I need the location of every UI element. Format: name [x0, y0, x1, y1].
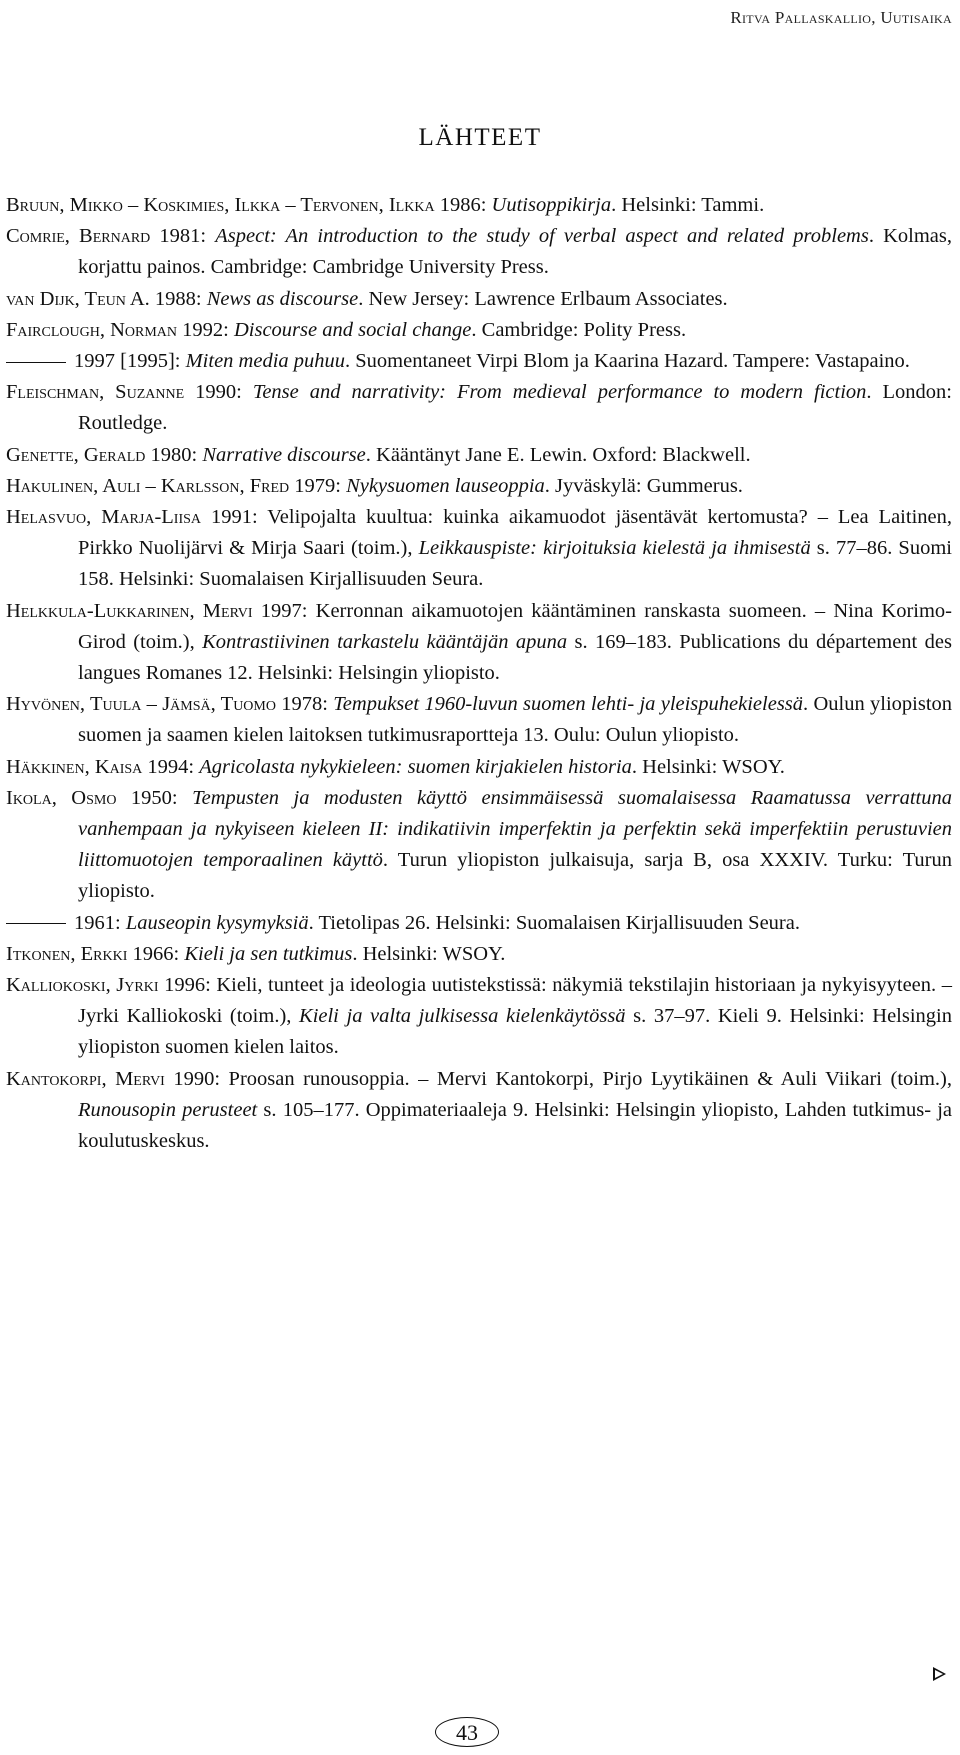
- ref-text: 1988:: [149, 287, 207, 310]
- ref-authors: Fairclough, Norman: [6, 318, 178, 341]
- same-author-dash: [6, 362, 66, 363]
- ref-title: Tense and narrativity: From medieval performance to modern fiction: [252, 381, 867, 404]
- ref-authors: Helasvuo, Marja-Liisa: [6, 506, 202, 529]
- reference-entry: [6, 471, 952, 502]
- ref-text: . Tietolipas 26. Helsinki: Suomalaisen Kirjallisuuden Seura.: [308, 911, 800, 934]
- same-author-dash: [6, 923, 66, 924]
- ref-text: . Helsinki: Tammi.: [611, 194, 765, 216]
- reference-entry: [6, 596, 952, 690]
- ref-text: s. 169–183. Publications du département des langues Romanes 12. Helsinki: Helsingin yliopisto.: [78, 630, 952, 685]
- ref-title: Miten media puhuu: [185, 350, 346, 373]
- reference-list: [6, 190, 952, 1157]
- ref-title: Discourse and social change: [233, 318, 472, 341]
- ref-text: . Kääntänyt Jane E. Lewin. Oxford: Blackwell.: [365, 443, 751, 466]
- ref-text: . Kolmas, korjattu painos. Cambridge: Cambridge University Press.: [78, 225, 952, 279]
- reference-entry: [6, 190, 952, 221]
- ref-text: 1994:: [142, 755, 200, 778]
- next-page-arrow-icon: [933, 1667, 946, 1681]
- ref-title: Leikkauspiste: kirjoituksia kielestä ja ihmisestä: [418, 537, 811, 560]
- ref-title: Nykysuomen lauseoppia: [346, 474, 545, 497]
- ref-text: . Helsinki: WSOY.: [352, 942, 506, 965]
- reference-entry: [6, 783, 952, 908]
- ref-text: 1996: Kieli, tunteet ja ideologia uutistekstissä: näkymiä tekstilajin historiaan ja nykyisyyteen. – Jyrki Kalliokoski (toim.),: [78, 974, 952, 1028]
- ref-text: . Jyväskylä: Gummerus.: [544, 474, 743, 497]
- ref-authors: Comrie, Bernard: [6, 225, 151, 248]
- ref-text: 1992:: [177, 318, 234, 341]
- ref-text: 1990:: [184, 381, 253, 404]
- ref-text: 1981:: [150, 225, 216, 248]
- reference-entry: [6, 970, 952, 1064]
- ref-text: 1990: Proosan runousoppia. – Mervi Kantokorpi, Pirjo Lyytikäinen & Auli Viikari (toim.),: [164, 1067, 952, 1090]
- ref-authors: Fleischman, Suzanne: [6, 381, 185, 404]
- ref-authors: Genette, Gerald: [6, 443, 146, 466]
- ref-text: 1991: Velipojalta kuultua: kuinka aikamuodot jäsentävät kertomusta? – Lea Laitinen, Pirkko Nuolijärvi & Mirja Saari (toim.),: [78, 506, 952, 560]
- ref-text: s. 105–177. Oppimateriaaleja 9. Helsinki: Helsingin yliopisto, Lahden tutkimus- ja koulutuskeskus.: [78, 1098, 953, 1153]
- ref-title: News as discourse: [206, 287, 359, 310]
- ref-text: 1986:: [434, 194, 492, 216]
- ref-text: 1979:: [289, 474, 347, 497]
- reference-entry: [6, 346, 952, 377]
- ref-authors: Kantokorpi, Mervi: [6, 1067, 165, 1090]
- reference-entry: [6, 908, 952, 939]
- reference-entry: [6, 752, 952, 783]
- running-header: Ritva Pallaskallio, Uutisaika: [730, 8, 952, 27]
- ref-title: Runousopin perusteet: [78, 1098, 258, 1121]
- ref-title: Kieli ja sen tutkimus: [184, 942, 353, 965]
- ref-text: 1966:: [127, 942, 185, 965]
- ref-title: Tempukset 1960-luvun suomen lehti- ja yleispuhekielessä: [333, 693, 804, 716]
- reference-entry: [6, 689, 952, 751]
- ref-title: Narrative discourse: [202, 443, 366, 466]
- ref-authors: Häkkinen, Kaisa: [6, 755, 143, 778]
- ref-title: Kieli ja valta julkisessa kielenkäytössä: [299, 1005, 626, 1028]
- reference-entry: [6, 377, 952, 439]
- ref-text: 1961:: [74, 911, 126, 934]
- ref-authors: Hyvönen, Tuula – Jämsä, Tuomo: [6, 693, 276, 716]
- ref-authors: Bruun, Mikko – Koskimies, Ilkka – Tervonen, Ilkka: [6, 194, 435, 216]
- ref-authors: Hakulinen, Auli – Karlsson, Fred: [6, 474, 290, 497]
- reference-entry: [6, 939, 952, 970]
- reference-entry: [6, 440, 952, 471]
- ref-text: . New Jersey: Lawrence Erlbaum Associates.: [358, 287, 728, 310]
- ref-text: . Turun yliopiston julkaisuja, sarja B, osa XXXIV. Turku: Turun yliopisto.: [78, 849, 952, 903]
- ref-text: . Suomentaneet Virpi Blom ja Kaarina Hazard. Tampere: Vastapaino.: [345, 350, 910, 373]
- ref-title: Tempusten ja modusten käyttö ensimmäisessä suomalaisessa Raamatussa verrattuna vanhempaan ja nykyiseen kieleen II: indikatiivin imperfektin ja perfektin sekä imperfektiin perustuvien liittomuotojen temporaalinen käyttö: [78, 786, 952, 872]
- section-title: LÄHTEET: [418, 124, 542, 151]
- ref-title: Aspect: An introduction to the study of verbal aspect and related problems: [215, 225, 869, 248]
- ref-text: . Cambridge: Polity Press.: [471, 318, 687, 341]
- ref-text: 1997: Kerronnan aikamuotojen kääntäminen ranskasta suomeen. – Nina Korimo-Girod (toim.),: [78, 599, 952, 653]
- ref-authors: Kalliokoski, Jyrki: [6, 974, 159, 997]
- ref-text: 1978:: [275, 693, 334, 716]
- reference-entry: [6, 221, 952, 283]
- reference-entry: [6, 315, 952, 346]
- ref-text: . Helsinki: WSOY.: [631, 755, 785, 778]
- ref-authors: Itkonen, Erkki: [6, 942, 128, 965]
- ref-text: . London: Routledge.: [78, 381, 953, 435]
- ref-authors: Ikola, Osmo: [6, 786, 117, 809]
- ref-text: 1950:: [116, 786, 193, 809]
- ref-text: s. 77–86. Suomi 158. Helsinki: Suomalaisen Kirjallisuuden Seura.: [78, 537, 952, 591]
- ref-text: 1980:: [145, 443, 203, 466]
- page-number: 43: [435, 1717, 499, 1747]
- ref-text: s. 37–97. Kieli 9. Helsinki: Helsingin yliopiston suomen kielen laitos.: [78, 1005, 952, 1059]
- reference-entry: [6, 1064, 952, 1158]
- ref-title: Kontrastiivinen tarkastelu kääntäjän apuna: [202, 630, 568, 653]
- reference-entry: [6, 284, 952, 315]
- ref-title: Agricolasta nykykieleen: suomen kirjakielen historia: [199, 755, 632, 778]
- ref-title: Uutisoppikirja: [491, 194, 612, 216]
- reference-entry: [6, 502, 952, 596]
- ref-text: 1997 [1995]:: [74, 350, 186, 373]
- ref-text: . Oulun yliopiston suomen ja saamen kielen laitoksen tutkimusraportteja 13. Oulu: Oulun yliopisto.: [78, 693, 953, 747]
- ref-authors: van Dijk, Teun A.: [6, 287, 150, 310]
- ref-authors: Helkkula-Lukkarinen, Mervi: [6, 599, 253, 622]
- ref-title: Lauseopin kysymyksiä: [125, 911, 309, 934]
